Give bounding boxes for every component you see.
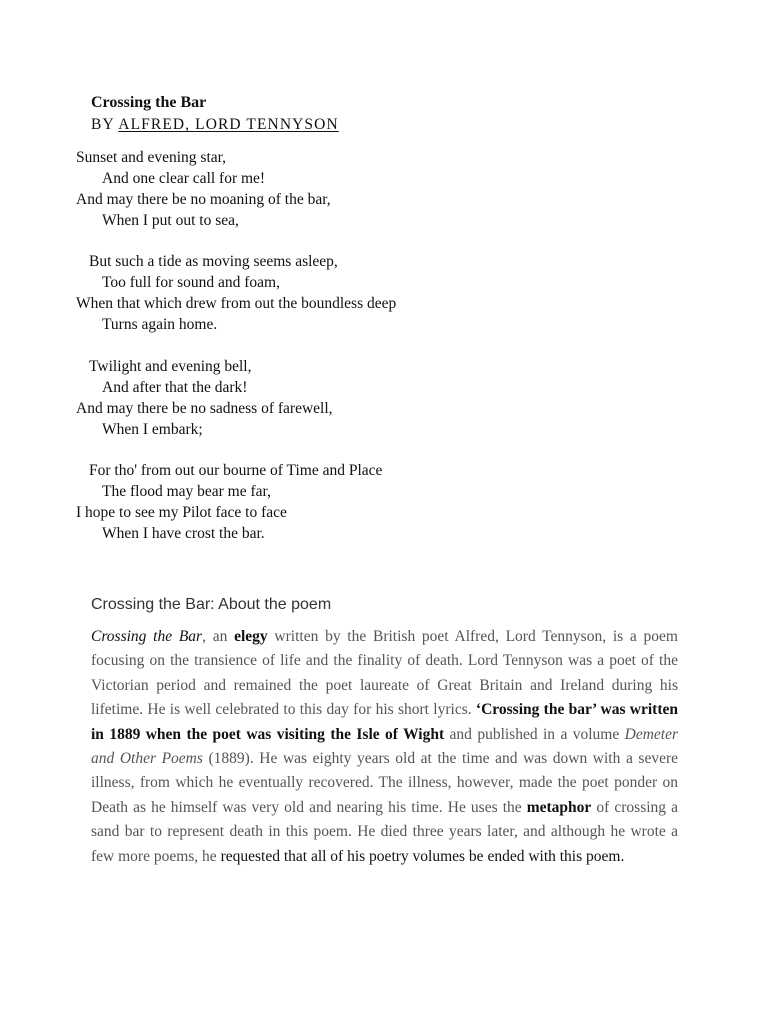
metaphor-link[interactable]: metaphor	[526, 798, 592, 816]
poem-body	[76, 148, 396, 545]
requested-highlight: requested that all of his poetry volumes be ended with this poem.	[220, 847, 625, 865]
volume-title: Demeter and Other Poems	[91, 725, 679, 768]
poem-line: Too full for sound and foam,	[102, 274, 280, 292]
about-text: (1889). He was eighty years old at the time and was down with a severe illness, from which he eventually recovered. The illness, however, made the poet ponder on Death as he himself was very old and nearing his time. He uses the	[91, 750, 678, 816]
poem-line: Turns again home.	[102, 316, 218, 334]
about-text: of crossing a sand bar to represent death in this poem. He died three years later, and although he wrote a few more poems, he	[91, 798, 678, 865]
poem-line: When I embark;	[102, 420, 203, 438]
poem-line: When I have crost the bar.	[102, 525, 265, 543]
poem-title-reference: Crossing the Bar	[91, 628, 203, 645]
poem-line: And may there be no sadness of farewell,	[76, 399, 333, 417]
about-heading: Crossing the Bar: About the poem	[91, 596, 332, 613]
stanza-gap	[76, 232, 396, 253]
poem-line: Twilight and evening bell,	[89, 357, 252, 375]
poem-line: When that which drew from out the boundless deep	[76, 295, 397, 313]
stanza-gap	[76, 440, 396, 461]
poem-line: But such a tide as moving seems asleep,	[89, 253, 338, 271]
byline-prefix: BY	[91, 116, 115, 133]
poem-line: And may there be no moaning of the bar,	[76, 190, 331, 208]
author-link[interactable]: ALFRED, LORD TENNYSON	[118, 116, 339, 133]
poem-line: Sunset and evening star,	[76, 149, 227, 166]
elegy-link[interactable]: elegy	[234, 628, 268, 645]
about-paragraph	[91, 625, 678, 869]
stanza-gap	[76, 336, 396, 357]
poem-line: And one clear call for me!	[102, 169, 266, 187]
poem-line: I hope to see my Pilot face to face	[76, 504, 287, 522]
poem-line: The flood may bear me far,	[102, 483, 271, 501]
poem-line: And after that the dark!	[102, 378, 248, 396]
about-text: written by the British poet Alfred, Lord Tennyson, is a poem focusing on the transience of life and the finality of death. Lord Tennyson was a poet of the Victorian period and remained the poet laureate of Great Britain and Ireland during his lifetime. He is well celebrated to this day for his short lyrics.	[91, 628, 678, 719]
poem-line: When I put out to sea,	[102, 211, 239, 229]
about-text: , an	[202, 628, 235, 645]
about-text: and published in a volume	[444, 725, 625, 743]
poem-line: For tho' from out our bourne of Time and Place	[89, 462, 383, 480]
written-highlight: ‘Crossing the bar’ was written in 1889 when the poet was visiting the Isle of Wight	[91, 701, 679, 743]
poem-byline	[91, 114, 339, 136]
poem-title: Crossing the Bar	[91, 94, 207, 111]
